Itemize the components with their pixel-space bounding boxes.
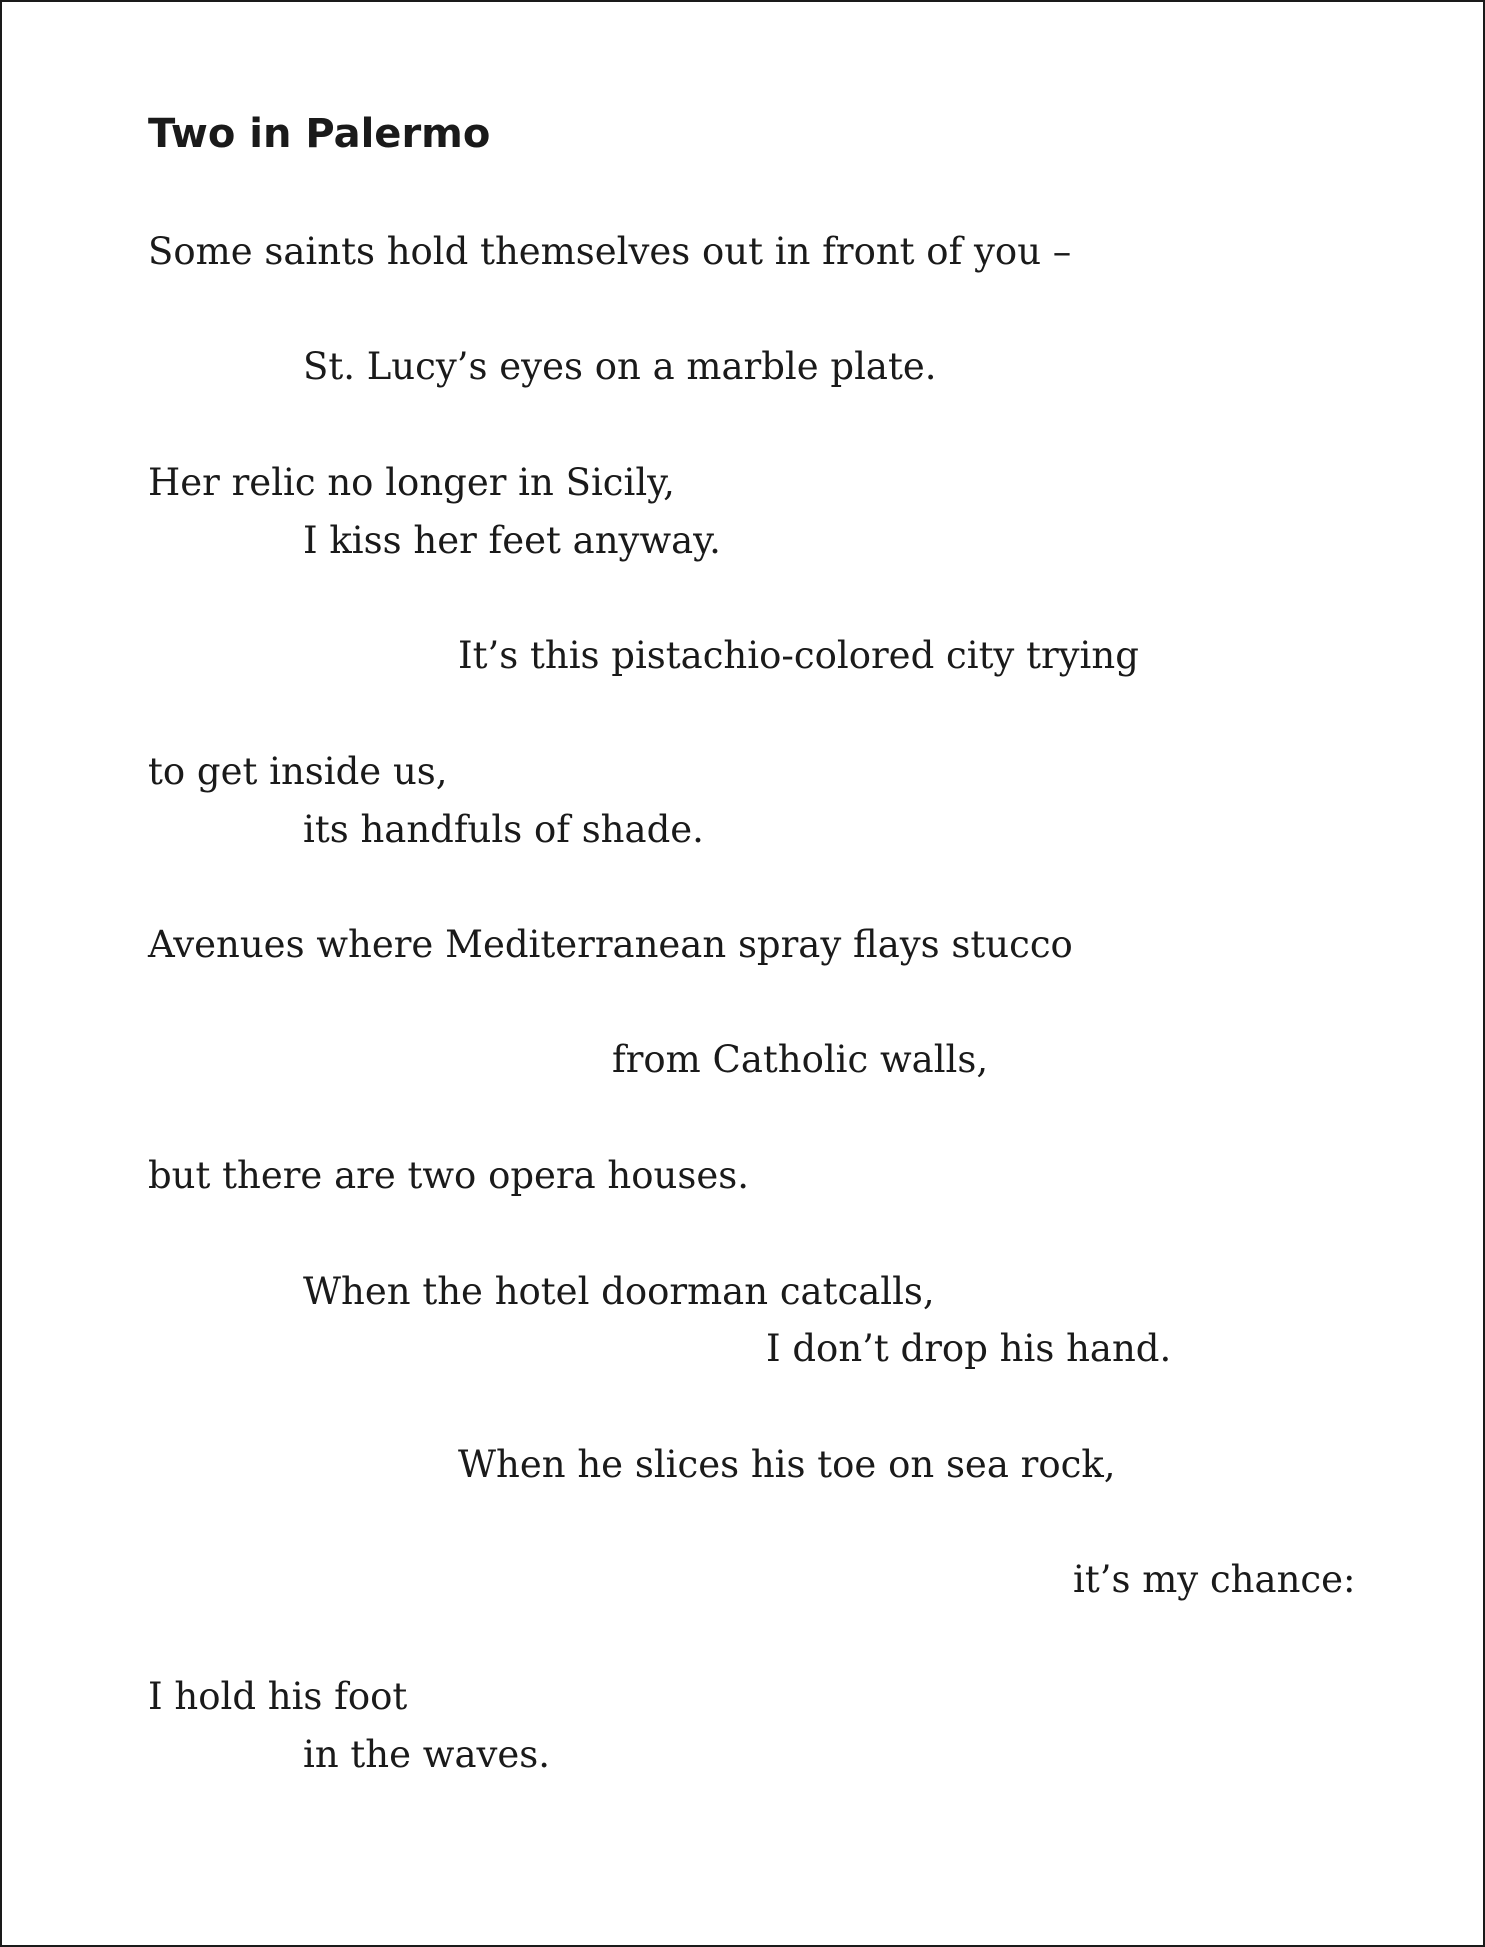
poem-line: I hold his foot	[148, 1675, 408, 1718]
poem-line: to get inside us,	[148, 750, 448, 793]
poem-line: it’s my chance:	[1073, 1558, 1356, 1601]
poem-line: Her relic no longer in Sicily,	[148, 461, 675, 504]
poem-line: Some saints hold themselves out in front of you –	[148, 230, 1072, 273]
poem-line: from Catholic walls,	[612, 1038, 989, 1081]
poem-line: Avenues where Mediterranean spray flays stucco	[148, 923, 1073, 966]
poem-line: I kiss her feet anyway.	[303, 519, 721, 562]
poem-line: St. Lucy’s eyes on a marble plate.	[303, 345, 937, 388]
poem-line: When the hotel doorman catcalls,	[303, 1270, 935, 1313]
poem-line: its handfuls of shade.	[303, 808, 704, 851]
poem-line: I don’t drop his hand.	[766, 1327, 1172, 1370]
poem-line: When he slices his toe on sea rock,	[458, 1443, 1116, 1486]
poem-line: in the waves.	[303, 1733, 551, 1776]
poem-title: Two in Palermo	[148, 111, 491, 157]
poem-line: but there are two opera houses.	[148, 1154, 749, 1197]
poem-line: It’s this pistachio-colored city trying	[458, 634, 1139, 677]
